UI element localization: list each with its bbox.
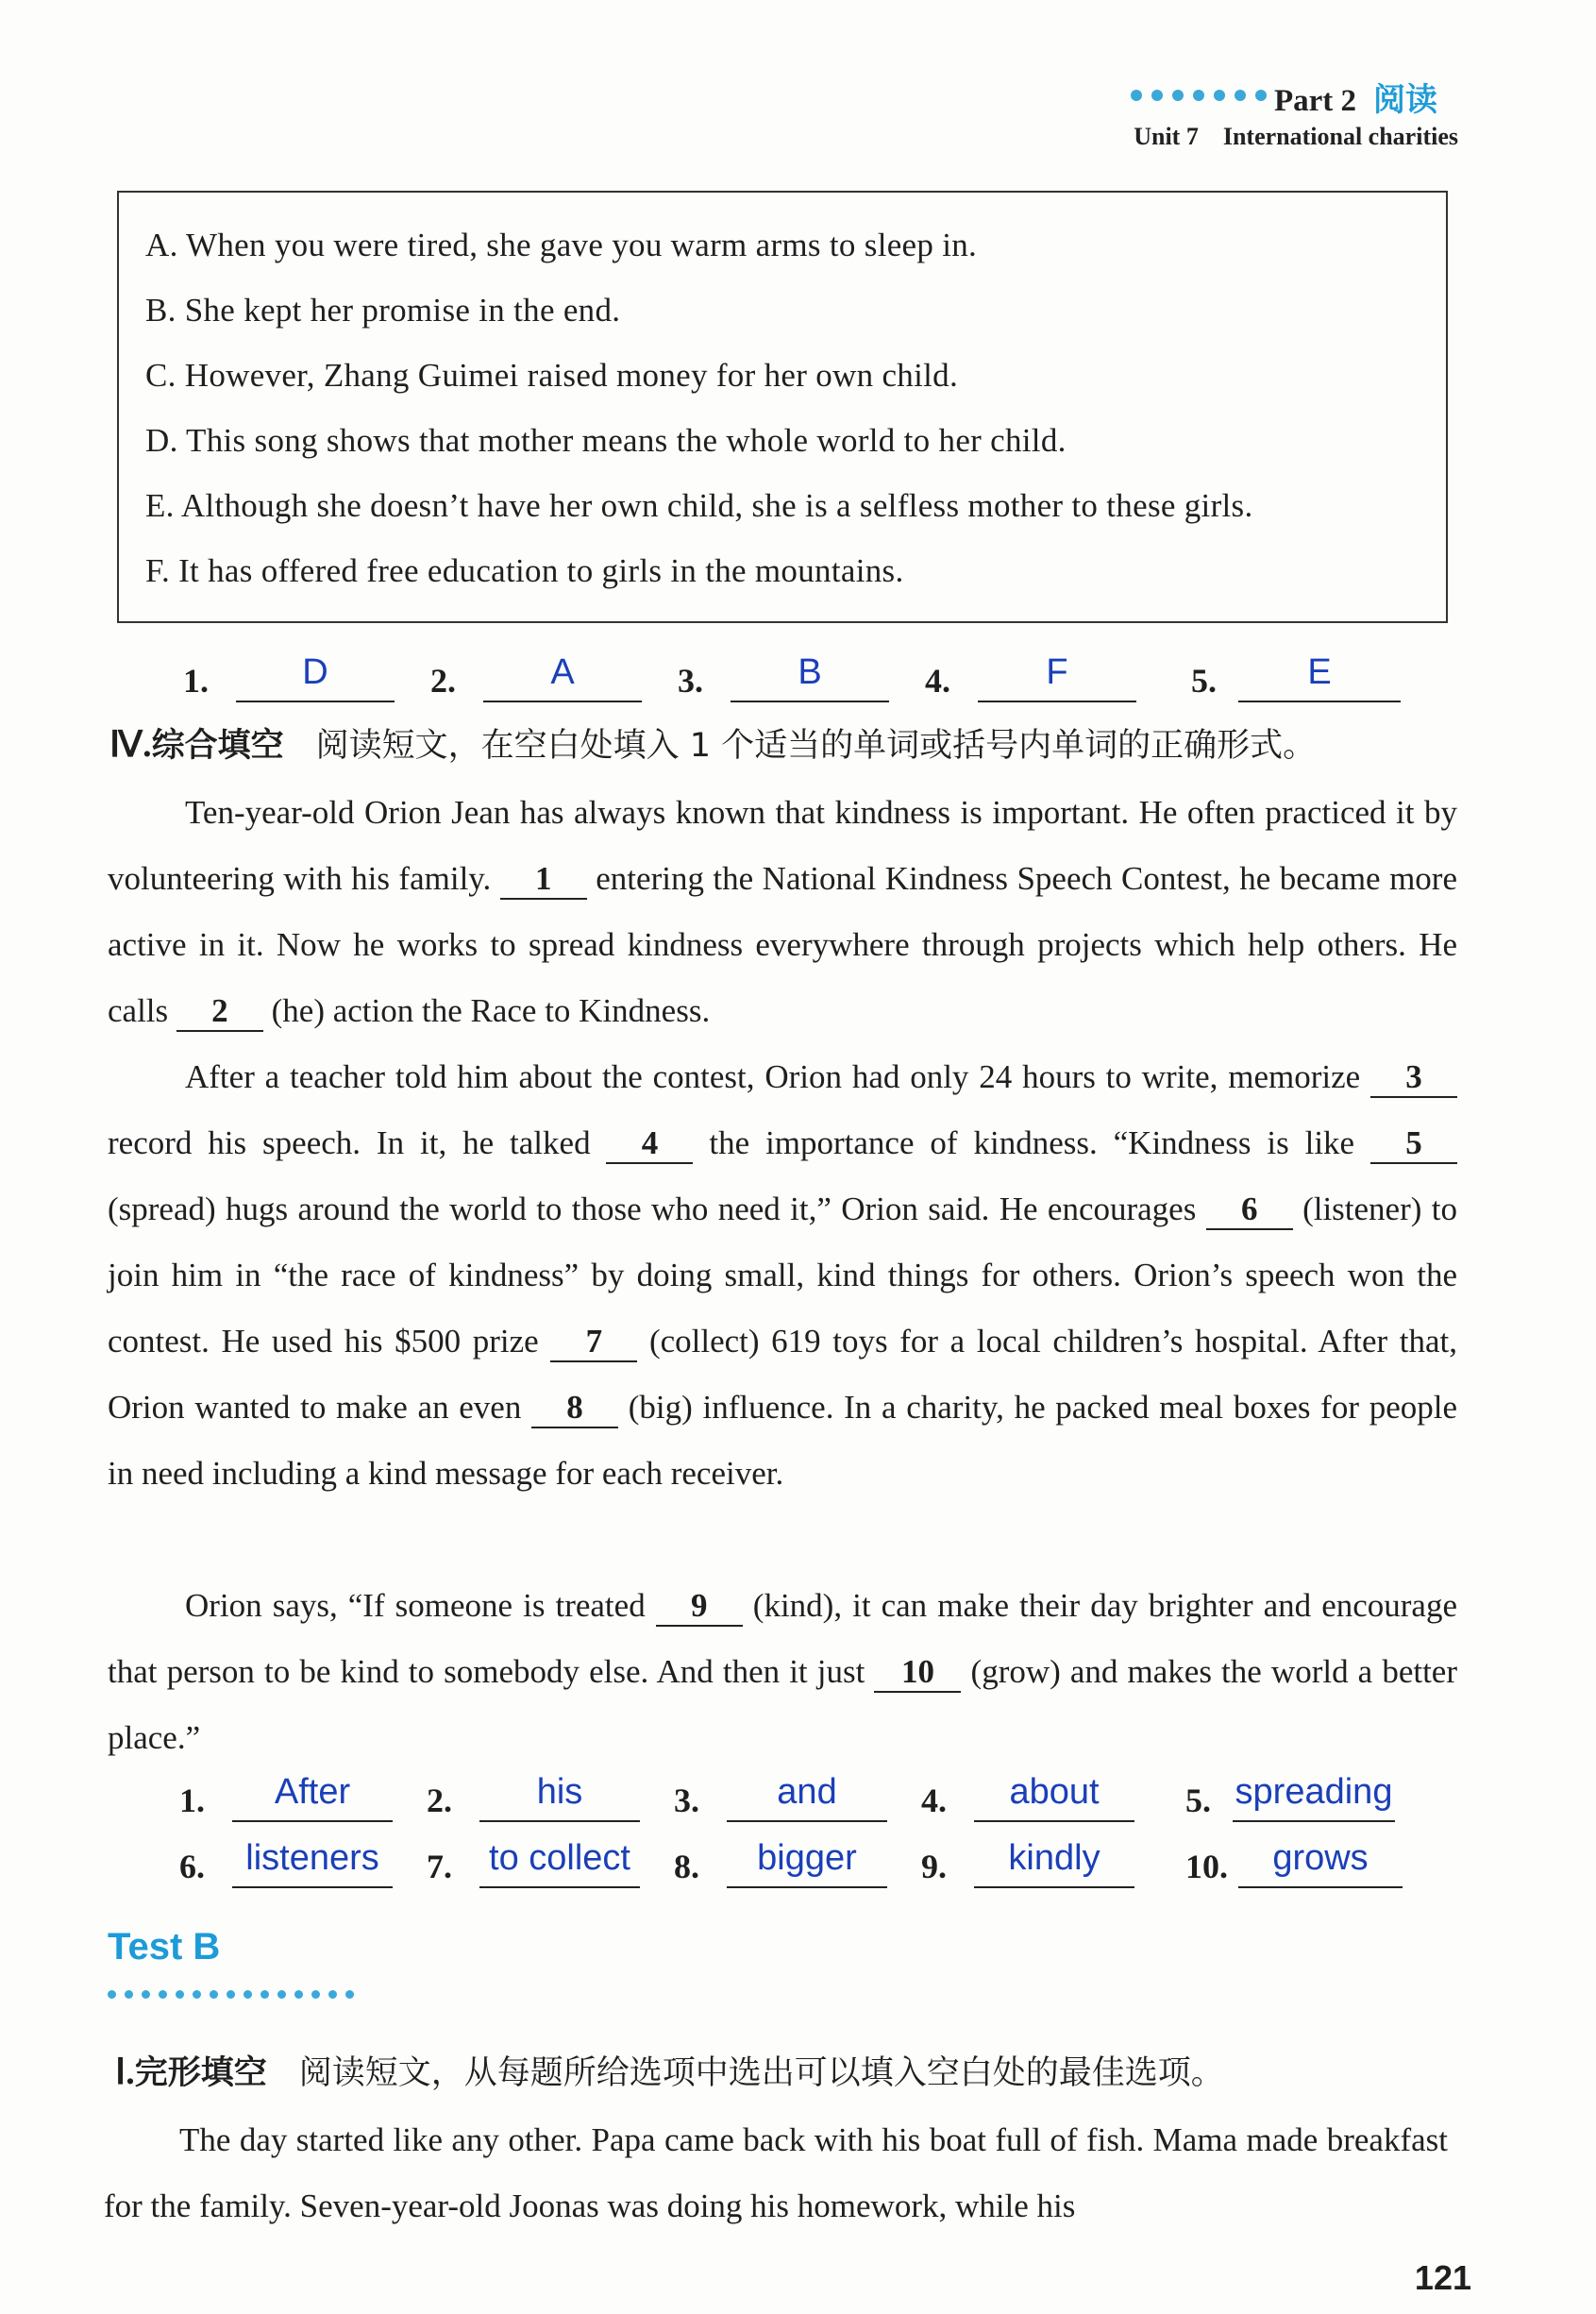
- answer-num: 1.: [183, 662, 209, 700]
- options-box: [117, 191, 1448, 623]
- answer-value: bigger: [727, 1835, 887, 1888]
- header-unit-label: Unit 7: [1134, 123, 1199, 150]
- answer-value: kindly: [974, 1835, 1134, 1888]
- answer-row-section4-b: 6. listeners 7. to collect 8. bigger 9. kindly 10. grows: [0, 1835, 1596, 1892]
- blank-5: 5: [1370, 1124, 1457, 1164]
- test-b-title: Test B: [108, 1926, 221, 1968]
- header-unit: [1134, 123, 1458, 151]
- test-b-dots: [108, 1990, 354, 1999]
- page-number: 121: [1414, 2258, 1471, 2297]
- passage-paragraph-3: Orion says, “If someone is treated 9 (kind), it can make their day brighter and encourage that person to be kind to somebody else. And then it just 10 (grow) and makes the world a better place.”: [108, 1587, 1458, 1756]
- answer-value: to collect: [479, 1835, 640, 1888]
- answer-value: his: [479, 1769, 640, 1822]
- section4-label: 综合填空: [151, 727, 284, 765]
- section4-instruction: 阅读短文，在空白处填入 1 个适当的单词或括号内单词的正确形式。: [315, 727, 1317, 765]
- blank-8: 8: [531, 1389, 618, 1428]
- option-a: A. When you were tired, she gave you warm arms to sleep in.: [145, 227, 978, 263]
- blank-1: 1: [500, 860, 587, 900]
- blank-10: 10: [874, 1653, 961, 1693]
- header-unit-title: International charities: [1222, 123, 1458, 150]
- answer-value: B: [731, 650, 889, 702]
- option-b: B. She kept her promise in the end.: [145, 292, 621, 329]
- answer-value: After: [232, 1769, 393, 1822]
- test-b-roman: Ⅰ.: [115, 2052, 135, 2092]
- header-part-label: Part 2: [1274, 84, 1357, 118]
- answer-value: grows: [1238, 1835, 1403, 1888]
- answer-value: and: [727, 1769, 887, 1822]
- blank-2: 2: [176, 992, 263, 1032]
- answer-value: listeners: [232, 1835, 393, 1888]
- option-c: C. However, Zhang Guimei raised money for her own child.: [145, 357, 959, 394]
- blank-9: 9: [656, 1587, 743, 1627]
- passage-paragraph-2: After a teacher told him about the contest, Orion had only 24 hours to write, memorize 3 record his speech. In it, he talked 4 the importance of kindness. “Kindness is like 5 (spread) hugs around the world to those who need it,” Orion said. He encourages 6 (listener) to join him in “the race of kindness” by doing small, kind things for others. Orion’s speech won the contest. He used his $500 prize 7 (collect) 619 toys for a local children’s hospital. After that, Orion wanted to make an even 8 (big) influence. In a charity, he packed meal boxes for people in need including a kind message for each receiver.: [108, 1058, 1457, 1492]
- blank-3: 3: [1370, 1058, 1457, 1098]
- answer-num: 4.: [925, 662, 950, 700]
- header-dots: [1131, 90, 1267, 101]
- section4-title: [109, 719, 1316, 767]
- answer-num: 5.: [1191, 662, 1217, 700]
- option-e: E. Although she doesn’t have her own child, she is a selfless mother to these girls.: [145, 487, 1253, 524]
- answer-value: D: [236, 650, 395, 702]
- answer-value: spreading: [1233, 1769, 1395, 1822]
- blank-4: 4: [606, 1124, 693, 1164]
- test-b-section1-title: [115, 2047, 1224, 2094]
- test-b-instruction: 阅读短文，从每题所给选项中选出可以填入空白处的最佳选项。: [298, 2054, 1224, 2092]
- answer-value: A: [483, 650, 642, 702]
- section4-roman: Ⅳ.: [109, 725, 152, 765]
- answer-value: about: [974, 1769, 1134, 1822]
- answer-row-section4-a: 1. After 2. his 3. and 4. about 5. spreading: [0, 1769, 1596, 1826]
- answer-value: F: [978, 650, 1136, 702]
- header-part: [1274, 74, 1437, 120]
- answer-value: E: [1238, 650, 1401, 702]
- option-d: D. This song shows that mother means the whole world to her child.: [145, 422, 1067, 459]
- test-b-label: 完形填空: [134, 2054, 267, 2092]
- answer-row-part3: [0, 650, 1596, 706]
- answer-num: 2.: [430, 662, 456, 700]
- answer-num: 3.: [678, 662, 703, 700]
- passage-paragraph-1: Ten-year-old Orion Jean has always known that kindness is important. He often practiced it by volunteering with his family. 1 entering the National Kindness Speech Contest, he became more active in it. Now he works to spread kindness everywhere through projects which help others. He calls 2 (he) action the Race to Kindness.: [108, 780, 1457, 1044]
- option-f: F. It has offered free education to girls in the mountains.: [145, 552, 904, 589]
- test-b-passage: The day started like any other. Papa came back with his boat full of fish. Mama made breakfast for the family. Seven-year-old Joonas was doing his homework, while his: [104, 2121, 1448, 2224]
- header-part-cn: 阅读: [1373, 81, 1438, 119]
- blank-6: 6: [1206, 1191, 1293, 1230]
- blank-7: 7: [550, 1323, 637, 1362]
